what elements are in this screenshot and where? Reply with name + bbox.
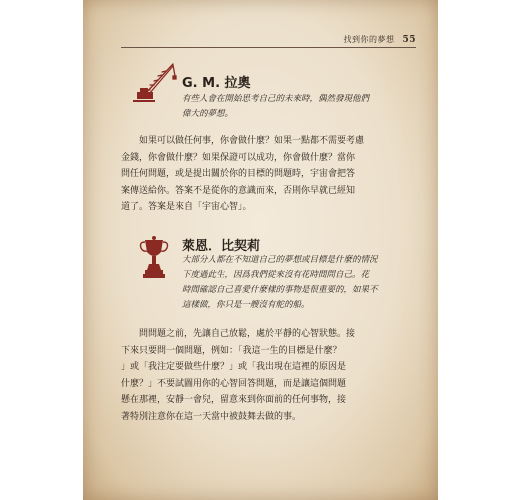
author-name-2: 萊恩．比契莉 xyxy=(182,239,261,254)
quote-1 xyxy=(182,92,412,122)
text-line: 金錢，你會做什麼？如果保證可以成功，你會做什麼？當你 xyxy=(121,152,356,163)
quote-line: 偉大的夢想。 xyxy=(182,109,234,119)
crane-icon xyxy=(131,58,179,106)
quote-line: 大部分人都在不知道自己的夢想或目標是什麼的情況 xyxy=(182,255,378,265)
quote-line: 有些人會在開始思考自己的未來時，偶然發現他們 xyxy=(182,94,370,104)
text-line: 著特別注意你在這一天當中被鼓舞去做的事。 xyxy=(121,411,302,422)
quote-2 xyxy=(182,253,414,313)
quote-line: 下度過此生，因爲我們從來沒有花時間問自己。花 xyxy=(182,270,370,280)
text-line: 懸在那裡，安靜一會兒，留意來到你面前的任何事物，接 xyxy=(121,395,347,405)
running-header xyxy=(343,34,416,45)
text-line: 下來只要問一個問題，例如：「我這一生的目標是什麼？ xyxy=(121,345,342,356)
trophy-icon xyxy=(139,234,169,282)
text-line: 問任何問題，或是提出關於你的目標的問題時，宇宙會把答 xyxy=(121,169,356,179)
text-line: 道了。答案是來自「宇宙心智」。 xyxy=(121,202,252,212)
text-line: 問問題之前，先讓自己放鬆，處於平靜的心智狀態。接 xyxy=(139,329,356,339)
text-line: 什麼？」不要試圖用你的心智回答問題，而是讓這個問題 xyxy=(121,378,347,389)
paragraph-1 xyxy=(121,133,406,216)
quote-line: 這樣做，你只是一艘沒有舵的船。 xyxy=(182,300,310,310)
author-name-1: G. M. 拉奧 xyxy=(182,76,251,91)
text-line: 」或「我注定要做些什麼？」或「我出現在這裡的原因是 xyxy=(121,362,347,372)
paragraph-2 xyxy=(121,326,406,425)
chapter-title: 找到你的夢想 xyxy=(343,35,395,44)
book-page xyxy=(83,0,438,500)
header-rule xyxy=(121,47,416,48)
text-line: 如果可以做任何事，你會做什麼？如果一點都不需要考慮 xyxy=(139,136,365,146)
quote-line: 時間確認自己喜愛什麼樣的事物是很重要的，如果不 xyxy=(182,285,378,295)
text-line: 案傳送給你。答案不是從你的意識而來，否則你早就已經知 xyxy=(121,185,356,196)
page-number: 55 xyxy=(402,35,416,45)
